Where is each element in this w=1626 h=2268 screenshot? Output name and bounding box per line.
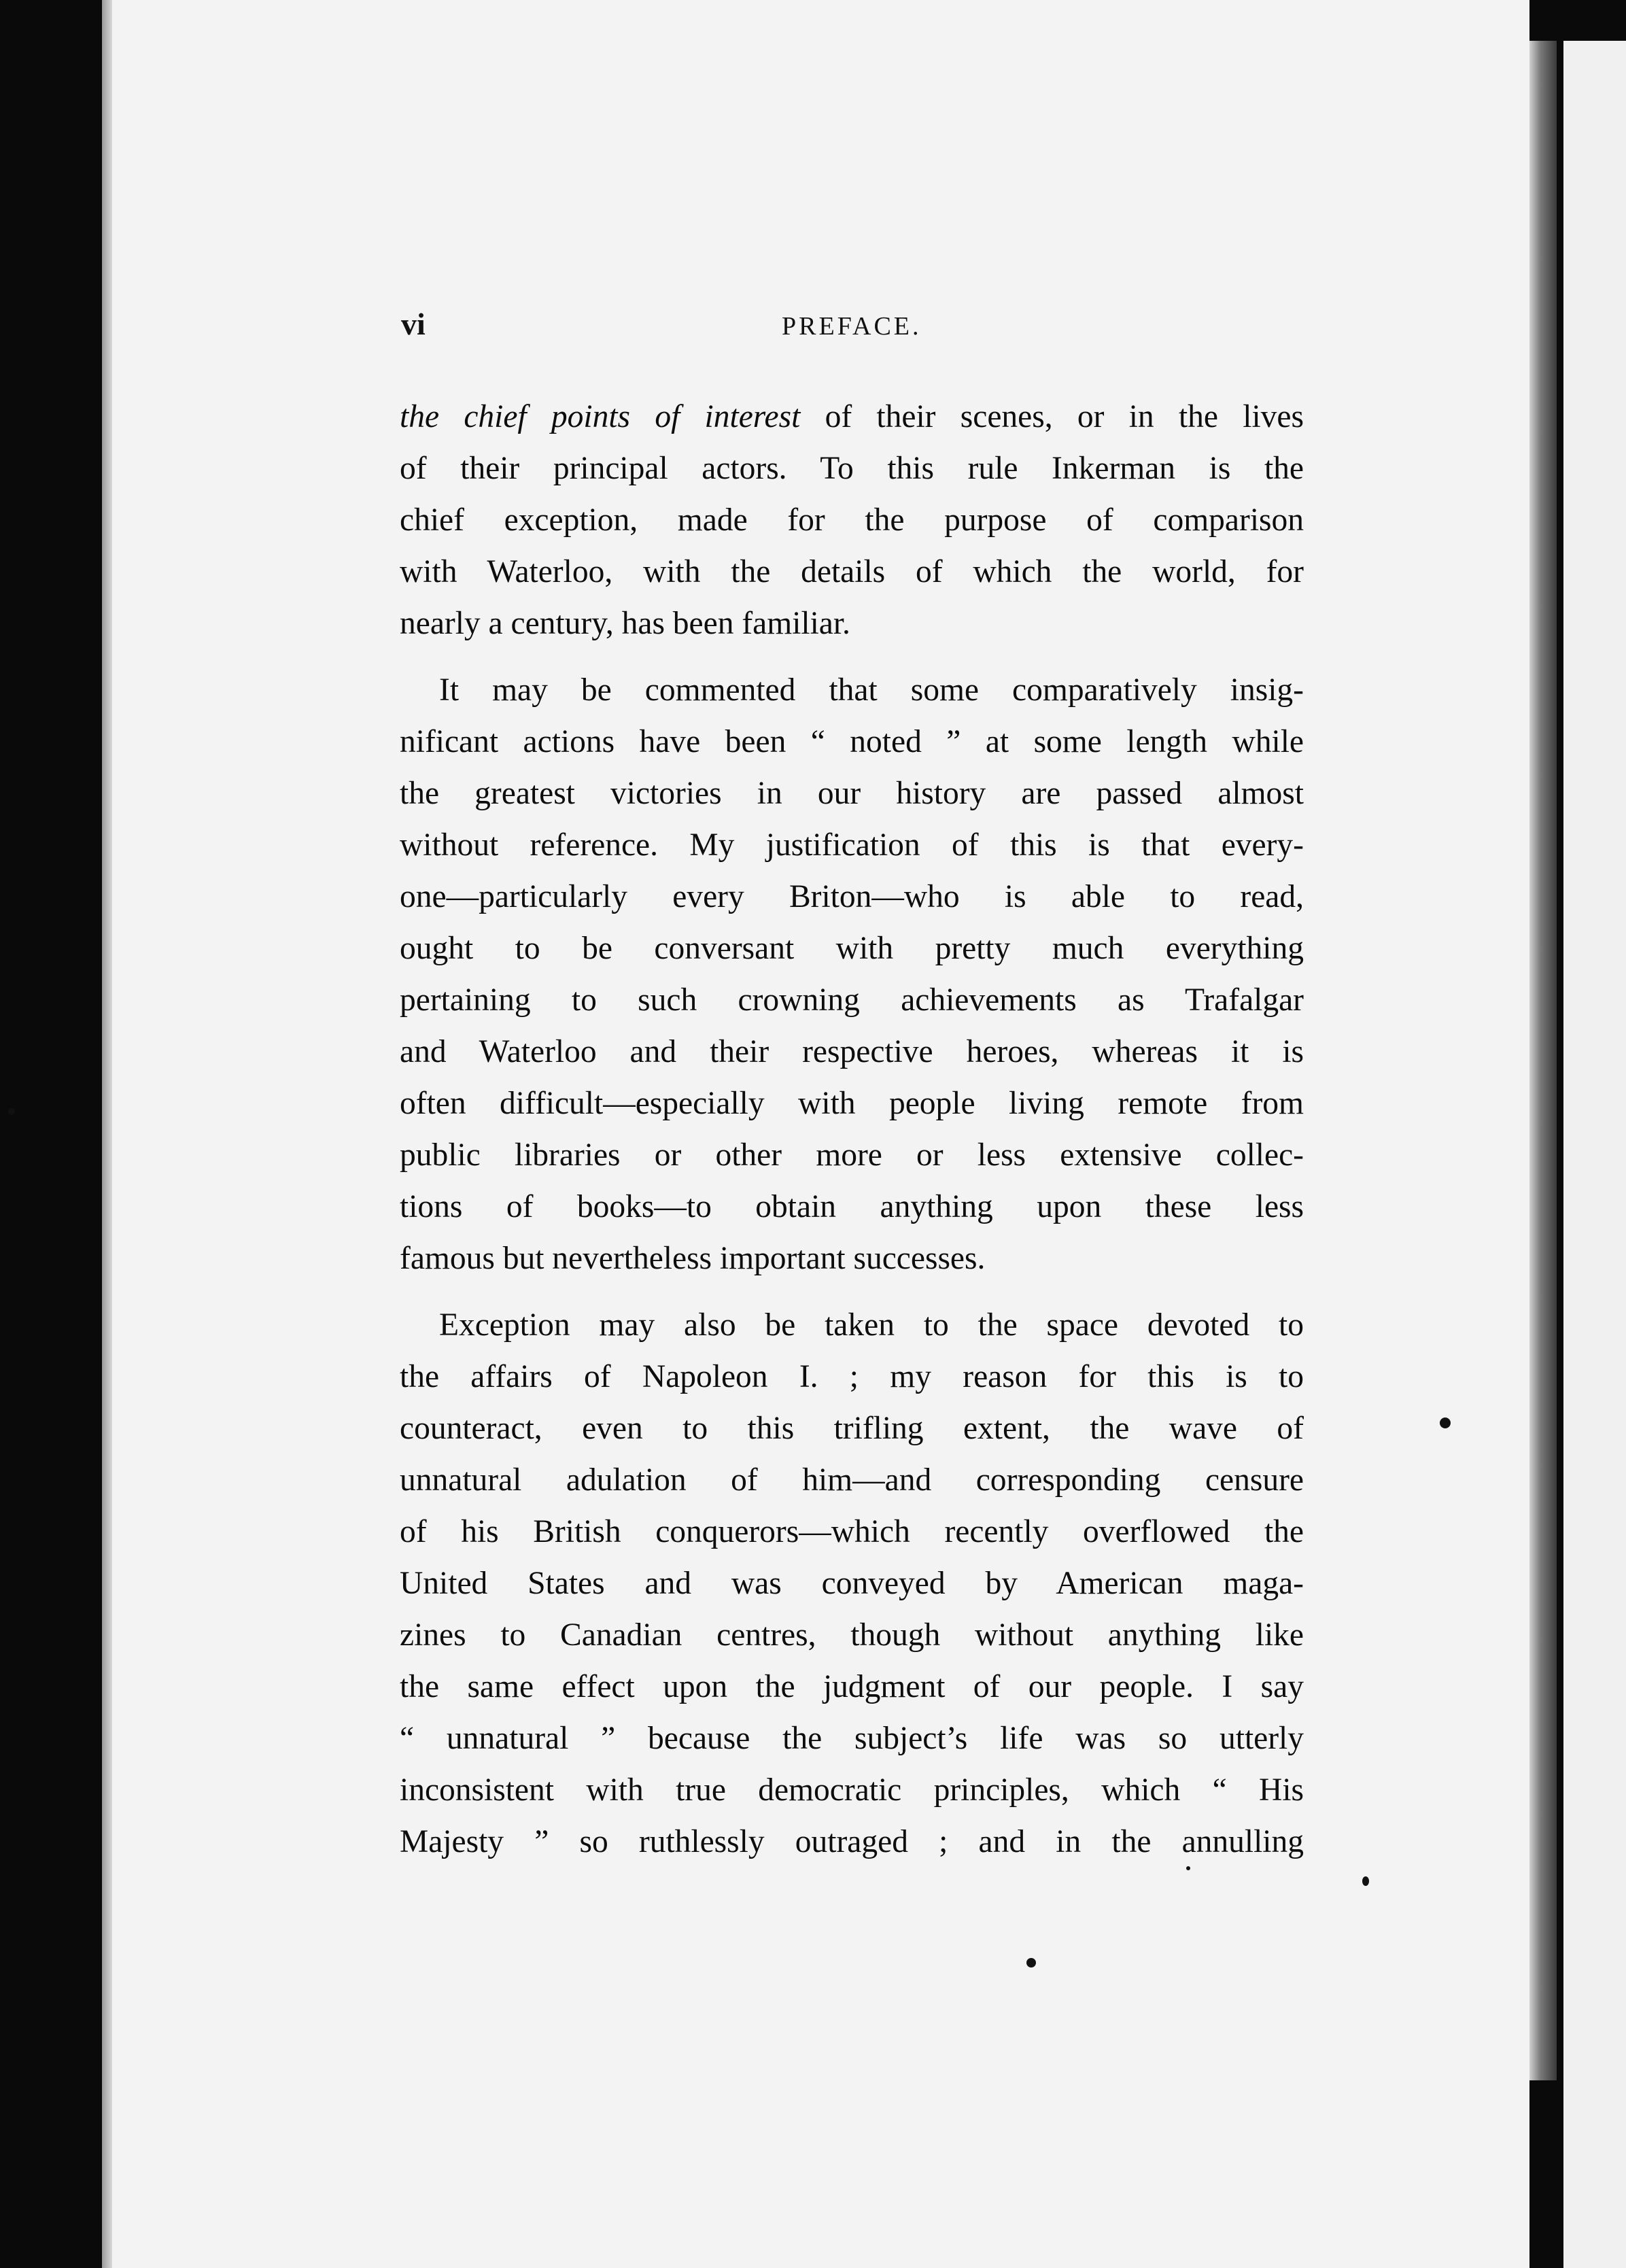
scan-speck [1440, 1418, 1451, 1428]
text-line: with Waterloo, with the details of which the world, for [400, 554, 1304, 589]
scan-speck [8, 1108, 15, 1115]
preface-body [400, 391, 1304, 1868]
page-header [401, 306, 1298, 360]
text-line: Exception may also be taken to the space devoted to [439, 1307, 1304, 1343]
paragraph-3 [400, 1299, 1304, 1868]
italic-phrase: the chief points of interest [400, 399, 801, 434]
paragraph-2 [400, 664, 1304, 1284]
text-line: United States and was conveyed by American maga- [400, 1566, 1304, 1601]
text-line: nearly a century, has been familiar. [400, 606, 850, 641]
text-line: zines to Canadian centres, though without anything like [400, 1617, 1304, 1653]
text-line: nificant actions have been “ noted ” at some length while [400, 724, 1304, 759]
text-line: “ unnatural ” because the subject’s life was so utterly [400, 1721, 1304, 1756]
text-line: one—particularly every Briton—who is able to read, [400, 879, 1304, 914]
text-line: of his British conquerors—which recently overflowed the [400, 1514, 1304, 1549]
text-line: and Waterloo and their respective heroes, whereas it is [400, 1034, 1304, 1069]
text-line: chief exception, made for the purpose of comparison [400, 502, 1304, 538]
text-line: tions of books—to obtain anything upon these less [400, 1189, 1304, 1224]
scan-speck [1026, 1958, 1036, 1968]
text-line: without reference. My justification of this is that every- [400, 827, 1304, 863]
scan-speck [1362, 1876, 1369, 1886]
text-line: ought to be conversant with pretty much everything [400, 931, 1304, 966]
text-line [400, 391, 1304, 443]
text-line: famous but nevertheless important successes. [400, 1241, 986, 1276]
text-line: counteract, even to this trifling extent, the wave of [400, 1411, 1304, 1446]
text-line: often difficult—especially with people living remote from [400, 1086, 1304, 1121]
page-right-edge-shadow [1529, 41, 1557, 2080]
running-title: PREFACE. [782, 312, 922, 341]
text-line: pertaining to such crowning achievements as Trafalgar [400, 982, 1304, 1018]
text-line: the greatest victories in our history are passed almost [400, 776, 1304, 811]
text-line: the affairs of Napoleon I. ; my reason for this is to [400, 1359, 1304, 1394]
text-line: public libraries or other more or less extensive collec- [400, 1137, 1304, 1173]
paragraph-1 [400, 391, 1304, 649]
text-line: of their principal actors. To this rule Inkerman is the [400, 451, 1304, 486]
text-line: the same effect upon the judgment of our people. I say [400, 1669, 1304, 1704]
adjacent-page-strip [1563, 41, 1626, 2268]
text-line: It may be commented that some comparatively insig- [439, 672, 1304, 708]
text-line: inconsistent with true democratic principles, which “ His [400, 1772, 1304, 1808]
text-run: of their scenes, or in the lives [800, 399, 1304, 434]
text-line: unnatural adulation of him—and corresponding censure [400, 1462, 1304, 1498]
text-line: Majesty ” so ruthlessly outraged ; and in the annulling [400, 1824, 1304, 1859]
page-number: vi [401, 307, 426, 341]
